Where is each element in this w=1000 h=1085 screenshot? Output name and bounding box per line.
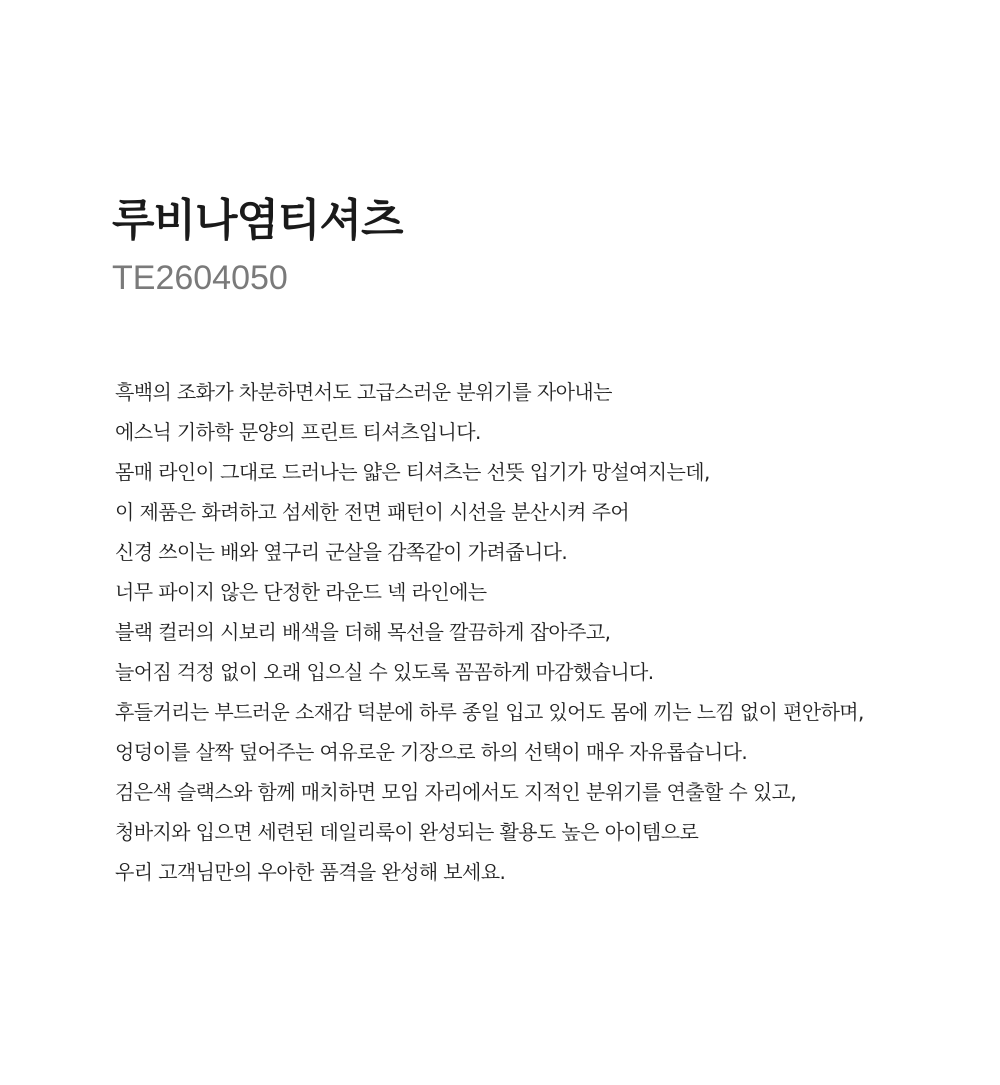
product-header (112, 190, 972, 302)
description-line: 에스닉 기하학 문양의 프린트 티셔츠입니다. (115, 420, 481, 444)
description-line: 검은색 슬랙스와 함께 매치하면 모임 자리에서도 지적인 분위기를 연출할 수 있고, (115, 780, 797, 804)
description-line: 우리 고객님만의 우아한 품격을 완성해 보세요. (115, 860, 506, 884)
description-line: 후들거리는 부드러운 소재감 덕분에 하루 종일 입고 있어도 몸에 끼는 느낌 없이 편안하며, (115, 700, 864, 724)
description-line: 엉덩이를 살짝 덮어주는 여유로운 기장으로 하의 선택이 매우 자유롭습니다. (115, 740, 748, 764)
product-title: 루비나염티셔츠 (112, 195, 403, 246)
product-description (115, 372, 990, 892)
description-line: 이 제품은 화려하고 섬세한 전면 패턴이 시선을 분산시켜 주어 (115, 500, 630, 524)
description-line: 몸매 라인이 그대로 드러나는 얇은 티셔츠는 선뜻 입기가 망설여지는데, (115, 460, 710, 484)
description-line: 늘어짐 걱정 없이 오래 입으실 수 있도록 꼼꼼하게 마감했습니다. (115, 660, 654, 684)
description-line: 블랙 컬러의 시보리 배색을 더해 목선을 깔끔하게 잡아주고, (115, 620, 611, 644)
description-line: 너무 파이지 않은 단정한 라운드 넥 라인에는 (115, 580, 487, 604)
description-line: 흑백의 조화가 차분하면서도 고급스러운 분위기를 자아내는 (115, 380, 612, 404)
product-code: TE2604050 (112, 259, 288, 297)
description-line: 청바지와 입으면 세련된 데일리룩이 완성되는 활용도 높은 아이템으로 (115, 820, 699, 844)
description-line: 신경 쓰이는 배와 옆구리 군살을 감쪽같이 가려줍니다. (115, 540, 568, 564)
